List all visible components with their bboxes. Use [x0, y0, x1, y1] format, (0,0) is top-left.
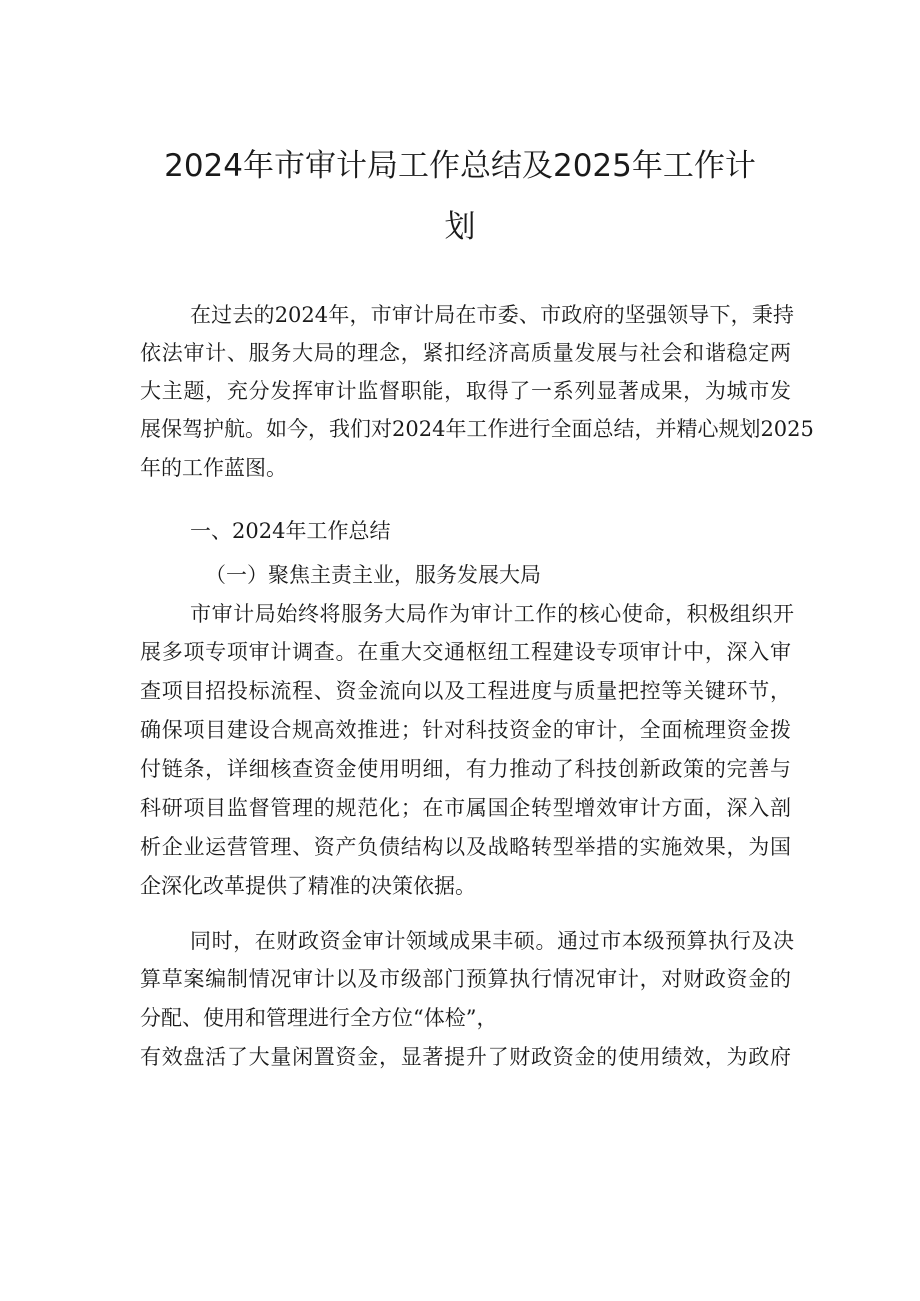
- body-paragraph-1-line-2: 展多项专项审计调查。在重大交通枢纽工程建设专项审计中，深入审: [140, 640, 791, 664]
- body-paragraph-2-line-2: 算草案编制情况审计以及市级部门预算执行情况审计，对财政资金的: [140, 967, 791, 991]
- body-paragraph-1-line-4: 确保项目建设合规高效推进；针对科技资金的审计，全面梳理资金拨: [140, 718, 791, 742]
- intro-paragraph-line-4: 展保驾护航。如今，我们对2024年工作进行全面总结，并精心规划2025: [140, 417, 814, 441]
- body-paragraph-1-line-5: 付链条，详细核查资金使用明细，有力推动了科技创新政策的完善与: [140, 757, 791, 781]
- document-title-line-1: 2024年市审计局工作总结及2025年工作计: [164, 148, 756, 184]
- body-paragraph-2-line-3: 分配、使用和管理进行全方位“体检”，: [140, 1006, 498, 1030]
- subsection-heading-1: （一）聚焦主责主业，服务发展大局: [205, 563, 541, 587]
- intro-paragraph-line-3: 大主题，充分发挥审计监督职能，取得了一系列显著成果，为城市发: [140, 379, 791, 403]
- body-paragraph-1-line-1: 市审计局始终将服务大局作为审计工作的核心使命，积极组织开: [190, 602, 794, 626]
- section-heading-1: 一、2024年工作总结: [190, 519, 391, 543]
- body-paragraph-1-line-7: 析企业运营管理、资产负债结构以及战略转型举措的实施效果，为国: [140, 835, 791, 859]
- body-paragraph-2-line-4: 有效盘活了大量闲置资金，显著提升了财政资金的使用绩效，为政府: [140, 1045, 791, 1069]
- body-paragraph-1-line-6: 科研项目监督管理的规范化；在市属国企转型增效审计方面，深入剖: [140, 796, 791, 820]
- body-paragraph-1-line-3: 查项目招投标流程、资金流向以及工程进度与质量把控等关键环节，: [140, 679, 791, 703]
- document-title-line-2: 划: [444, 209, 476, 245]
- body-paragraph-2-line-1: 同时，在财政资金审计领域成果丰硕。通过市本级预算执行及决: [190, 929, 794, 953]
- intro-paragraph-line-1: 在过去的2024年，市审计局在市委、市政府的坚强领导下，秉持: [190, 303, 794, 327]
- intro-paragraph-line-5: 年的工作蓝图。: [140, 456, 287, 480]
- body-paragraph-1-line-8: 企深化改革提供了精准的决策依据。: [140, 874, 476, 898]
- intro-paragraph-line-2: 依法审计、服务大局的理念，紧扣经济高质量发展与社会和谐稳定两: [140, 341, 791, 365]
